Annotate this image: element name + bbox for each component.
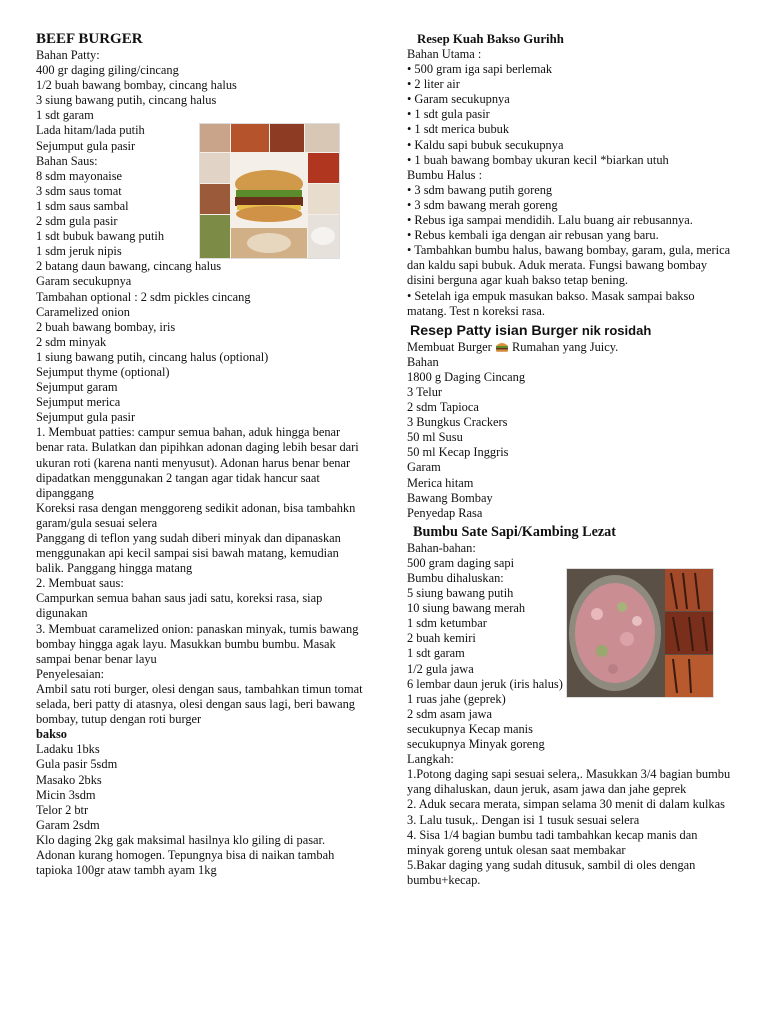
kuah-bakso-steps [407, 213, 737, 319]
text-line: 2 sdm gula pasir [36, 214, 118, 229]
burger-emoji-icon [495, 341, 509, 352]
text-line: Masako 2bks [36, 772, 102, 787]
bakso-ingredients [36, 742, 366, 833]
text-line: 2 sdm minyak [36, 334, 107, 349]
text-line: 1 ruas jahe (geprek) [407, 691, 506, 706]
text-line: 1 sdt garam [36, 108, 94, 123]
paragraph: 3. Membuat caramelized onion: panaskan minyak, tumis bawang bombay hingga agak layu. Masukkan bumbu bumbu. Masak sampai benar benar layu [36, 621, 359, 666]
text-line: Bahan Patty: [36, 48, 100, 62]
text-line: 2 batang daun bawang, cincang halus [36, 259, 222, 274]
right-column [407, 31, 737, 888]
patty-intro [407, 340, 737, 355]
text-line: 1 sdm jeruk nipis [36, 244, 122, 259]
paragraph: Ambil satu roti burger, olesi dengan saus, tambahkan timun tomat selada, beri patty di atasnya, olesi dengan saus lagi, beri bawang bombay, tutup dengan roti burger [36, 681, 363, 727]
sate-skewers-photo [566, 568, 714, 698]
paragraph: Campurkan semua bahan saus jadi satu, koreksi rasa, siap digunakan [36, 591, 323, 621]
kuah-bakso-ingredients [407, 47, 737, 213]
text-line: Sejumput thyme (optional) [36, 364, 170, 379]
patty-ingredients [407, 355, 737, 521]
sate-title: Bumbu Sate Sapi/Kambing Lezat [413, 523, 616, 540]
text-line: Tambahan optional : 2 sdm pickles cincang [36, 289, 251, 304]
beef-burger-title: BEEF BURGER [36, 31, 143, 47]
text-line: Telor 2 btr [36, 802, 89, 817]
text-line: Merica hitam [407, 475, 474, 490]
bakso-title: bakso [36, 727, 67, 742]
text-line: Bumbu dihaluskan: [407, 571, 504, 585]
text-line: Garam secukupnya [36, 274, 132, 289]
text-line: • 1 sdt gula pasir [407, 107, 490, 122]
text-line: Garam [407, 460, 441, 475]
text-line: 3 siung bawang putih, cincang halus [36, 93, 217, 108]
text-line: Caramelized onion [36, 304, 130, 319]
paragraph: 1. Membuat patties: campur semua bahan, aduk hingga benar benar rata. Bulatkan dan pipihkan adonan daging lebih besar dari ukuran roti (karena nanti menyusut). Adonan harus benar benar dipadatkan menggunakan 2 tangan agar tidak hancur saat dipanggang [36, 425, 359, 500]
paragraph: 4. Sisa 1/4 bagian bumbu tadi tambahkan kecap manis dan minyak goreng untuk olesan saat membakar [407, 827, 698, 857]
paragraph: • Rebus iga sampai mendidih. Lalu buang air rebusannya. [407, 213, 693, 228]
paragraph: Penyelesaian: [36, 666, 105, 681]
text-line: Ladaku 1bks [36, 742, 100, 757]
text-line: Bumbu Halus : [407, 167, 483, 182]
text-line: 1 siung bawang putih, cincang halus (optional) [36, 349, 269, 364]
text-line: Bahan-bahan: [407, 540, 476, 555]
patty-title [407, 322, 737, 340]
text-line: 2 buah bawang bombay, iris [36, 319, 176, 334]
text-line: 5 siung bawang putih [407, 586, 514, 601]
paragraph: Koreksi rasa dengan menggoreng sedikit adonan, bisa tambahkn garam/gula sesuai selera [36, 500, 356, 530]
patty-author: nik rosidah [581, 322, 652, 338]
text-line: 2 buah kemiri [407, 631, 476, 646]
text-line: Penyedap Rasa [407, 505, 483, 520]
paragraph: 5.Bakar daging yang sudah ditusuk, sambil di oles dengan bumbu+kecap. [407, 857, 696, 887]
text-line: • 500 gram iga sapi berlemak [407, 62, 553, 77]
text-line: • 3 sdm bawang merah goreng [407, 197, 558, 212]
text-line: 1 sdm ketumbar [407, 616, 487, 631]
text-line: 1 sdt bubuk bawang putih [36, 229, 165, 244]
text-line: Micin 3sdm [36, 787, 96, 802]
text-line: Sejumput merica [36, 395, 121, 410]
beef-burger-steps [36, 425, 366, 727]
text-line: Sejumput garam [36, 380, 118, 395]
text-line: Garam 2sdm [36, 817, 100, 832]
paragraph: 3. Lalu tusuk,. Dengan isi 1 tusuk sesuai selera [407, 812, 640, 827]
sate-steps [407, 767, 737, 888]
text-line: 1/2 buah bawang bombay, cincang halus [36, 78, 237, 93]
text-line: 1800 g Daging Cincang [407, 369, 526, 384]
text-line: • 1 buah bawang bombay ukuran kecil *biarkan utuh [407, 152, 669, 167]
text-line: 6 lembar daun jeruk (iris halus) [407, 676, 563, 691]
paragraph: • Tambahkan bumbu halus, bawang bombay, garam, gula, merica dan kaldu sapi bubuk. Aduk merata. Fungsi bawang bombay disini berguna agar kuah bakso tetap bening. [407, 243, 731, 288]
text-line: 2 sdm Tapioca [407, 400, 479, 415]
text-line: • Garam secukupnya [407, 92, 510, 107]
text-line: Bahan Saus: [36, 153, 98, 168]
patty-title-text: Resep Patty isian Burger [410, 322, 578, 339]
text-line: 50 ml Susu [407, 430, 463, 445]
burger-collage-photo [199, 123, 340, 259]
text-line: 50 ml Kecap Inggris [407, 445, 509, 460]
patty-intro-a: Membuat Burger [407, 339, 495, 354]
text-line: Bawang Bombay [407, 490, 493, 505]
paragraph: • Rebus kembali iga dengan air rebusan yang baru. [407, 228, 659, 243]
text-line: Sejumput gula pasir [36, 410, 136, 425]
text-line: Lada hitam/lada putih [36, 123, 145, 138]
text-line: 10 siung bawang merah [407, 601, 526, 616]
text-line: 500 gram daging sapi [407, 555, 515, 570]
text-line: 1 sdm saus sambal [36, 198, 129, 213]
text-line: 2 sdm asam jawa [407, 706, 492, 721]
text-line: • 3 sdm bawang putih goreng [407, 182, 553, 197]
patty-intro-b: Rumahan yang Juicy. [511, 339, 619, 354]
text-line: • Kaldu sapi bubuk secukupnya [407, 137, 564, 152]
bakso-note: Klo daging 2kg gak maksimal hasilnya klo giling di pasar. Adonan kurang homogen. Tepungnya bisa di naikan tambah tapioka 100gr ataw tambh ayam 1kg [36, 832, 335, 878]
text-line: Gula pasir 5sdm [36, 757, 118, 772]
text-line: 400 gr daging giling/cincang [36, 63, 179, 78]
text-line: 3 Bungkus Crackers [407, 415, 508, 430]
text-line: 1 sdt garam [407, 646, 465, 661]
paragraph: 1.Potong daging sapi sesuai selera,. Masukkan 3/4 bagian bumbu yang dihaluskan, daun jeruk, asam jawa dan jahe geprek [407, 767, 731, 797]
text-line: 3 Telur [407, 384, 443, 399]
paragraph: 2. Aduk secara merata, simpan selama 30 menit di dalam kulkas [407, 797, 725, 812]
text-line: Bahan [407, 354, 439, 369]
paragraph: Panggang di teflon yang sudah diberi minyak dan dipanaskan menggunakan api kecil sampai sisi bawah matang, kemudian balik. Panggang hingga matang [36, 531, 341, 576]
text-line: Langkah: [407, 752, 454, 767]
text-line: Bahan Utama : [407, 47, 482, 61]
text-line: • 1 sdt merica bubuk [407, 122, 510, 137]
text-line: Sejumput gula pasir [36, 138, 136, 153]
paragraph: • Setelah iga empuk masukan bakso. Masak sampai bakso matang. Test n koreksi rasa. [407, 288, 695, 318]
text-line: secukupnya Minyak goreng [407, 737, 545, 752]
paragraph: 2. Membuat saus: [36, 576, 124, 591]
text-line: 3 sdm saus tomat [36, 183, 122, 198]
kuah-bakso-title: Resep Kuah Bakso Gurihh [417, 32, 564, 46]
text-line: 1/2 gula jawa [407, 661, 474, 676]
text-line: 8 sdm mayonaise [36, 168, 123, 183]
text-line: • 2 liter air [407, 77, 460, 92]
text-line: secukupnya Kecap manis [407, 721, 533, 736]
